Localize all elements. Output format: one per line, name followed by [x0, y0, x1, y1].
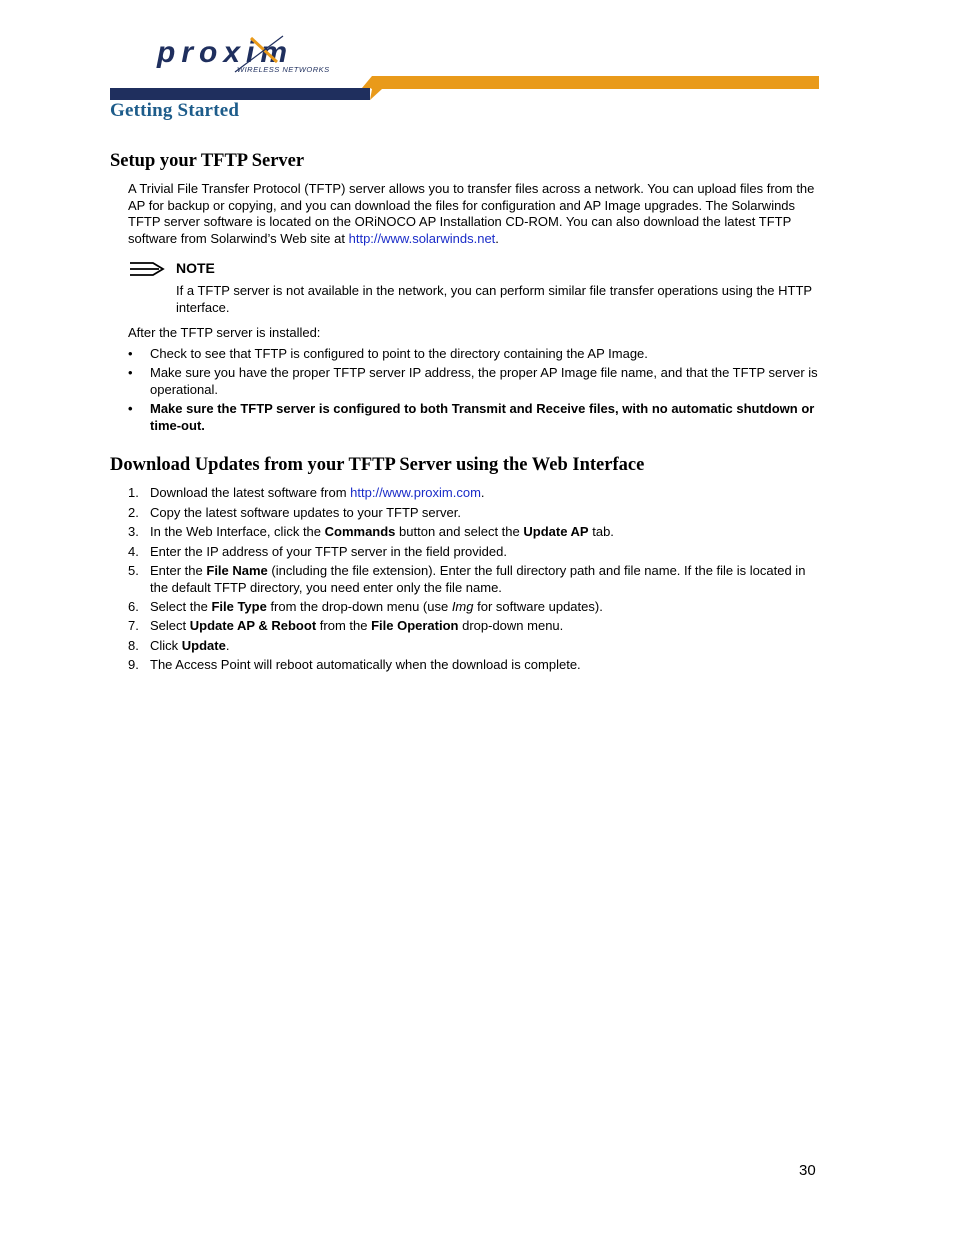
note-arrow-icon	[129, 260, 165, 278]
proxim-logo	[155, 32, 330, 76]
intro-paragraph: A Trivial File Transfer Protocol (TFTP) server allows you to transfer files across a network. You can upload files from the AP for backup or copying, and you can download the files for configuration and AP Image upgrades. The Solarwinds TFTP server software is located on the ORiNOCO AP Installation CD-ROM. You can also download the latest TFTP software from Solarwind’s Web site at http://www.solarwinds.net.	[128, 181, 815, 246]
logo-wordmark: proxim	[157, 36, 294, 69]
logo-tagline: WIRELESS NETWORKS	[237, 65, 330, 74]
note-text: If a TFTP server is not available in the network, you can perform similar file transfer operations using the HTTP interface.	[176, 283, 812, 315]
solarwinds-link[interactable]: http://www.solarwinds.net	[348, 230, 496, 246]
list-item: • Make sure you have the proper TFTP server IP address, the proper AP Image file name, and that the TFTP server is operational.	[128, 365, 818, 397]
bullet-mark: •	[128, 346, 133, 361]
after-install-text: After the TFTP server is installed:	[128, 325, 321, 340]
page-number: 30	[799, 1162, 816, 1179]
header-band-navy	[110, 88, 370, 100]
header-band-gold	[372, 76, 819, 89]
proxim-link[interactable]: http://www.proxim.com	[350, 485, 481, 500]
header-band-slant	[362, 76, 382, 100]
bullet-mark: •	[128, 365, 133, 380]
bullet-mark: •	[128, 401, 133, 416]
section-label: Getting Started	[110, 100, 240, 121]
list-item: • Make sure the TFTP server is configured to both Transmit and Receive files, with no automatic shutdown or time-out.	[128, 401, 815, 433]
setup-heading: Setup your TFTP Server	[110, 151, 305, 171]
note-label: NOTE	[176, 260, 215, 276]
list-item: • Check to see that TFTP is configured to point to the directory containing the AP Image.	[128, 346, 648, 361]
download-heading: Download Updates from your TFTP Server using the Web Interface	[110, 455, 645, 475]
